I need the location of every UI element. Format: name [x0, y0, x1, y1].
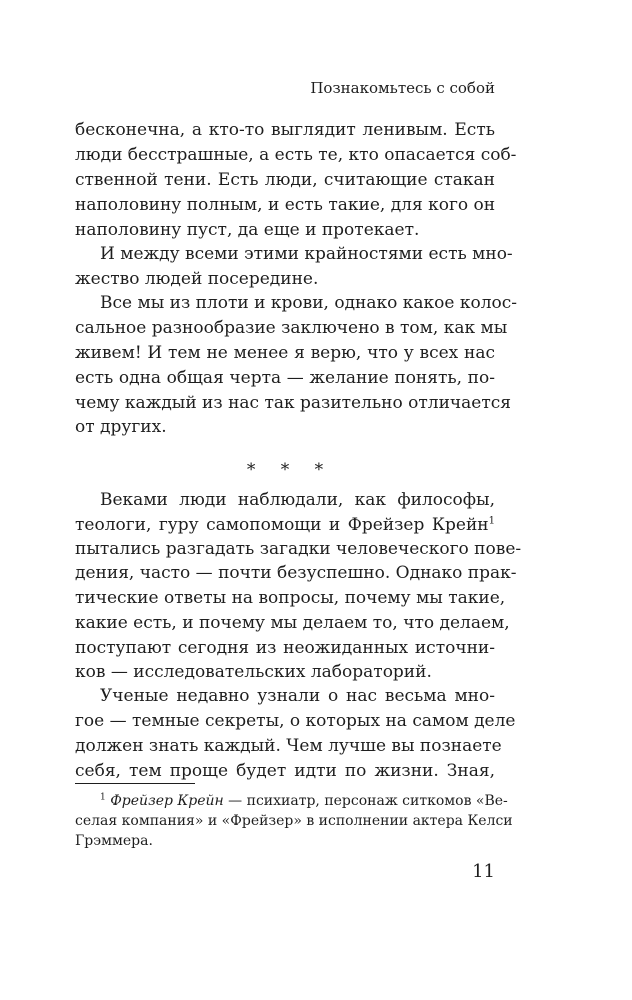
footnote-line: Грэммера. — [75, 833, 153, 849]
text-line: от других. — [75, 417, 167, 437]
text-fragment: теологи, гуру самопомощи и Фрейзер Крейн — [75, 515, 489, 535]
footnote-text: — психиатр, персонаж ситкомов «Ве- — [223, 793, 508, 809]
text-line: чему каждый из нас так разительно отличается — [75, 393, 511, 413]
text-line: тические ответы на вопросы, почему мы такие, — [75, 588, 506, 608]
text-line-with-footnote-ref — [75, 513, 495, 537]
footnote-name: Фрейзер Крейн — [110, 793, 224, 809]
footnote-reference: 1 — [488, 515, 495, 527]
text-line: сальное разнообразие заключено в том, как мы — [75, 318, 508, 338]
text-line: себя, тем проще будет идти по жизни. Зная, — [75, 761, 495, 781]
text-line: Ученые недавно узнали о нас весьма мно- — [100, 686, 495, 706]
footnote-line: селая компания» и «Фрейзер» в исполнении актера Келси — [75, 813, 513, 829]
text-line: люди бесстрашные, а есть те, кто опасается соб- — [75, 145, 517, 165]
text-line: ственной тени. Есть люди, считающие стакан — [75, 170, 495, 190]
text-line: И между всеми этими крайностями есть мно- — [100, 244, 513, 264]
text-line: наполовину пуст, да еще и протекает. — [75, 220, 420, 240]
text-line: какие есть, и почему мы делаем то, что делаем, — [75, 613, 510, 633]
text-line: пытались разгадать загадки человеческого пове- — [75, 539, 522, 559]
text-line: поступают сегодня из неожиданных источни- — [75, 638, 495, 658]
text-line: бесконечна, а кто-то выглядит ленивым. Есть — [75, 120, 495, 140]
text-line: есть одна общая черта — желание понять, по- — [75, 368, 495, 388]
text-line: Веками люди наблюдали, как философы, — [100, 490, 495, 510]
running-head: Познакомьтесь с собой — [310, 79, 495, 97]
footnote-line — [100, 792, 508, 811]
text-line: гое — темные секреты, о которых на самом деле — [75, 711, 516, 731]
text-line: живем! И тем не менее я верю, что у всех нас — [75, 343, 495, 363]
text-line: ков — исследовательских лабораторий. — [75, 662, 432, 682]
text-line: дения, часто — почти безуспешно. Однако прак- — [75, 563, 517, 583]
footnote-marker: 1 — [100, 792, 106, 803]
section-break: * * * — [246, 460, 334, 480]
page-number: 11 — [472, 861, 495, 882]
text-line: жество людей посередине. — [75, 269, 319, 289]
footnote-divider — [75, 783, 195, 784]
text-line: Все мы из плоти и крови, однако какое колос- — [100, 293, 518, 313]
text-line: должен знать каждый. Чем лучше вы познаете — [75, 736, 502, 756]
text-line: наполовину полным, и есть такие, для кого он — [75, 195, 496, 215]
